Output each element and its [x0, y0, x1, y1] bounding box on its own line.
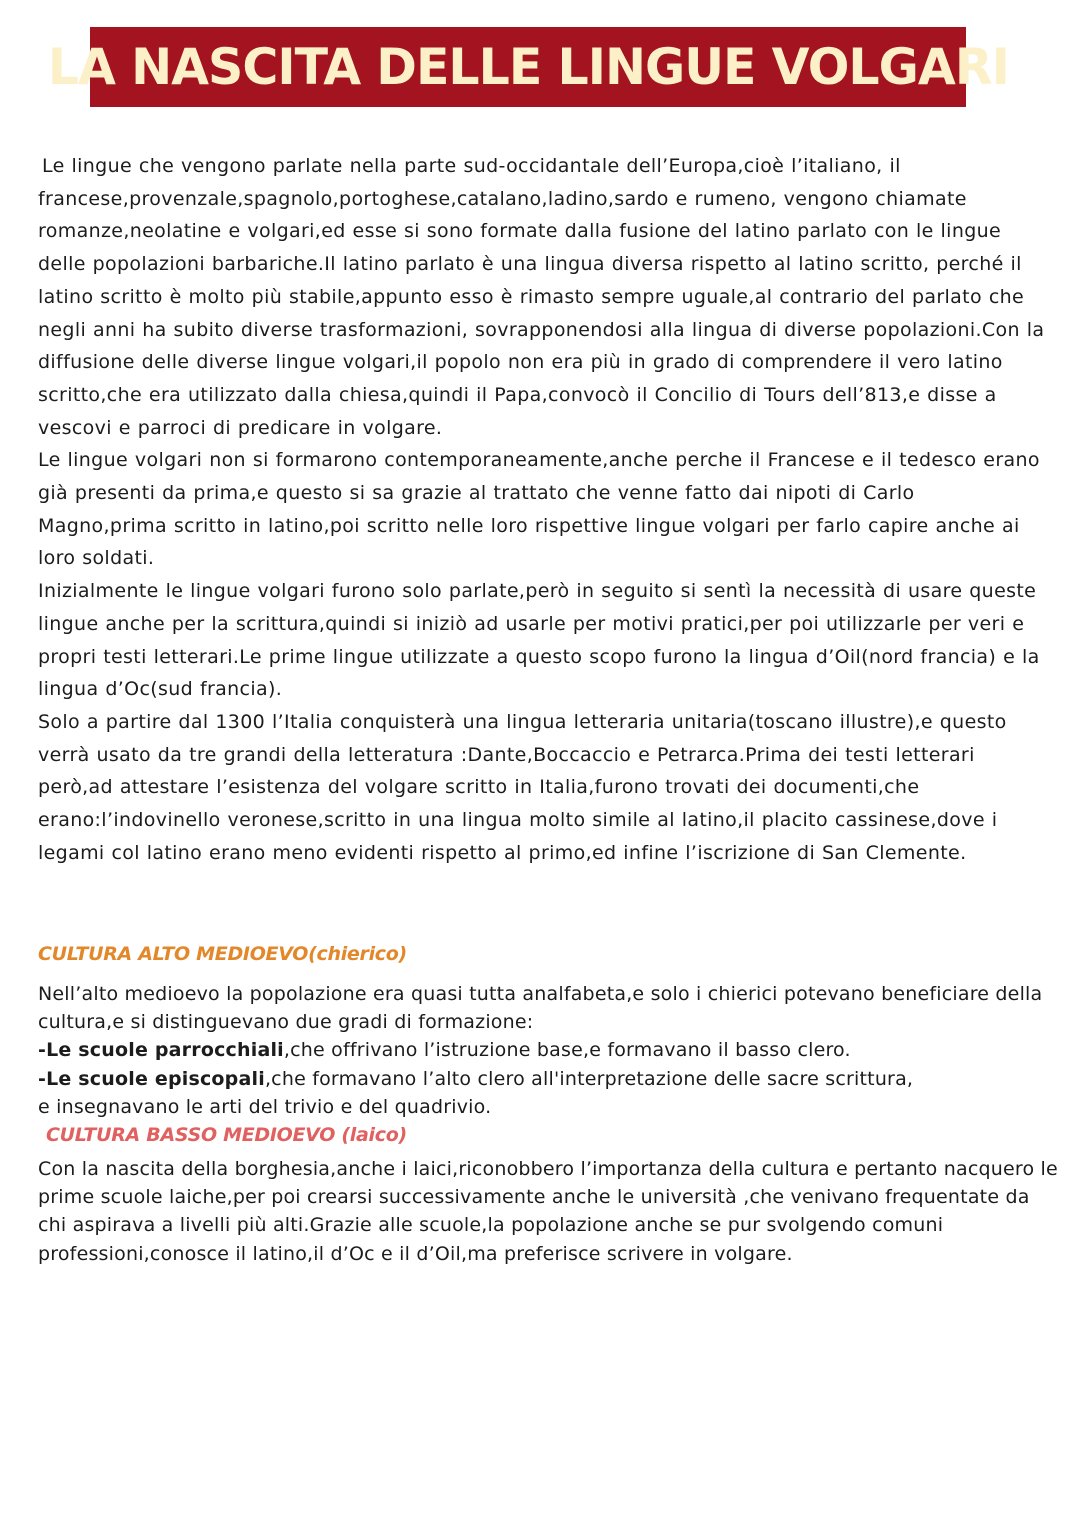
list-item-text: ,che offrivano l’istruzione base,e formavano il basso clero. [283, 1039, 851, 1062]
section-alto-medioevo [38, 980, 1058, 1121]
title-banner [47, 27, 1009, 107]
page-title: LA NASCITA DELLE LINGUE VOLGARI [47, 38, 1009, 96]
heading-cultura-alto-medioevo: CULTURA ALTO MEDIOEVO(chierico) [38, 943, 407, 965]
list-item-text: ,che formavano l’alto clero all'interpretazione delle sacre scrittura, [264, 1067, 914, 1090]
heading-cultura-basso-medioevo: CULTURA BASSO MEDIOEVO (laico) [46, 1124, 407, 1146]
list-item [38, 1036, 1058, 1064]
list-item-continuation: e insegnavano le arti del trivio e del quadrivio. [38, 1095, 492, 1118]
intro-paragraph: Le lingue che vengono parlate nella parte sud-occidantale dell’Europa,cioè l’italiano, il francese,provenzale,spagnolo,portoghese,catalano,ladino,sardo e rumeno, vengono chiamate romanze,neolatine e volgari,ed esse si sono formate dalla fusione del latino parlato con le lingue delle popolazioni barbariche.Il latino parlato è una lingua diversa rispetto al latino scritto, perché il latino scritto è molto più stabile,appunto esso è rimasto sempre uguale,al contrario del parlato che negli anni ha subito diverse trasformazioni, sovrapponendosi alla lingua di diverse popolazioni.Con la diffusione delle diverse lingue volgari,il popolo non era più in grado di comprendere il vero latino scritto,che era utilizzato dalla chiesa,quindi il Papa,convocò il Concilio di Tours dell’813,e disse a vescovi e parroci di predicare in volgare. [38, 155, 1045, 439]
intro-paragraph: Le lingue volgari non si formarono contemporaneamente,anche perche il Francese e il tedesco erano già presenti da prima,e questo si sa grazie al trattato che venne fatto dai nipoti di Carlo Magno,prima scritto in latino,poi scritto nelle loro rispettive lingue volgari per farlo capire anche ai loro soldati. [38, 449, 1040, 570]
intro-section [38, 150, 1048, 869]
list-item-lead: -Le scuole episcopali [38, 1067, 265, 1090]
intro-paragraph: Inizialmente le lingue volgari furono solo parlate,però in seguito si sentì la necessità di usare queste lingue anche per la scrittura,quindi si iniziò ad usarle per motivi pratici,per poi utilizzarle per veri e propri testi letterari.Le prime lingue utilizzate a questo scopo furono la lingua d’Oil(nord francia) e la lingua d’Oc(sud francia). [38, 580, 1040, 701]
intro-paragraph: Solo a partire dal 1300 l’Italia conquisterà una lingua letteraria unitaria(toscano illustre),e questo verrà usato da tre grandi della letteratura :Dante,Boccaccio e Petrarca.Prima dei testi letterari però,ad attestare l’esistenza del volgare scritto in Italia,furono trovati dei documenti,che erano:l’indovinello veronese,scritto in una lingua molto simile al latino,il placito cassinese,dove i legami col latino erano meno evidenti rispetto al primo,ed infine l’iscrizione di San Clemente. [38, 710, 1007, 864]
list-item [38, 1065, 1058, 1093]
section-basso-text: Con la nascita della borghesia,anche i laici,riconobbero l’importanza della cultura e pertanto nacquero le prime scuole laiche,per poi crearsi successivamente anche le università ,che venivano frequentate da chi aspirava a livelli più alti.Grazie alle scuole,la popolazione anche se pur svolgendo comuni professioni,conosce il latino,il d’Oc e il d’Oil,ma preferisce scrivere in volgare. [38, 1158, 1058, 1265]
section-basso-medioevo [38, 1155, 1058, 1268]
section-alto-intro: Nell’alto medioevo la popolazione era quasi tutta analfabeta,e solo i chierici potevano beneficiare della cultura,e si distinguevano due gradi di formazione: [38, 983, 1043, 1034]
list-item-lead: -Le scuole parrocchiali [38, 1039, 284, 1062]
